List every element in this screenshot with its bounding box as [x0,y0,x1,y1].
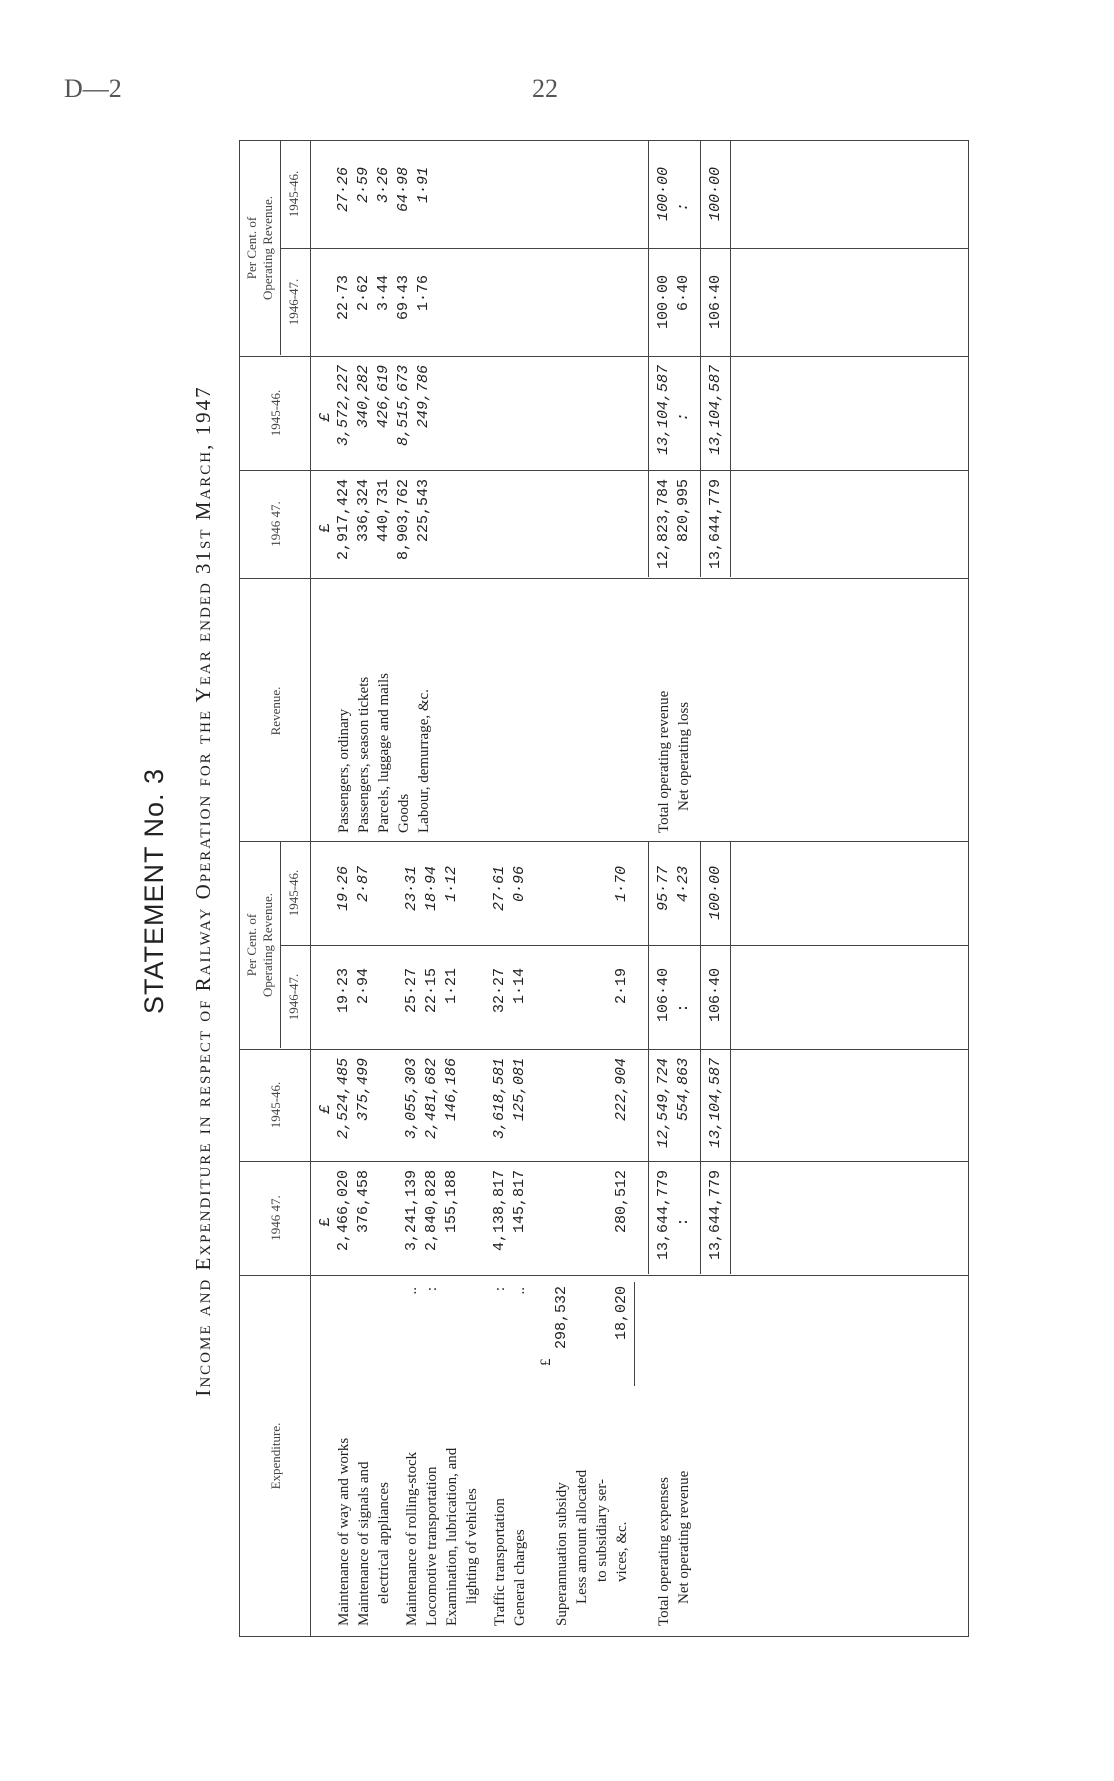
rev-value-1945: 426,619 [375,364,392,428]
exp-pct-col-1945: 1945-46. [286,869,301,916]
rev-total-pct-1945: 100·00 [655,166,672,221]
superannuation-less-label: Less amount allocated [574,1469,590,1604]
exp-value-1946: 3,241,139 [403,1169,420,1251]
exp-pct-1945: 1·12 [443,865,460,902]
rev-grand-pct-1945: 100·00 [707,166,724,221]
rev-value-1946: 2,917,424 [335,478,352,560]
currency-symbol: £ [317,523,334,533]
superannuation-amount: 298,532 [553,1285,570,1349]
exp-pct-1945: 2·87 [355,865,372,902]
exp-value-1945: 375,499 [355,1057,372,1121]
rev-pct-1946: 3·44 [375,274,392,311]
superannuation-label: Superannuation subsidy [554,1481,570,1626]
rev-value-1946: 336,324 [355,478,372,542]
exp-grand-pct-1946: 106·40 [707,967,724,1022]
exp-value-1945: 125,081 [511,1057,528,1121]
rev-pct-1945: 64·98 [395,166,412,212]
grand-total-rule [730,141,731,577]
divider [280,248,968,249]
rev-pct-1946: 2·62 [355,274,372,311]
rev-pct-1945: 27·26 [335,166,352,212]
exp-pct-1946: 25·27 [403,967,420,1013]
divider [240,1275,968,1276]
exp-row-label: Maintenance of signals and [356,1460,372,1626]
exp-pct-1946: 22·15 [423,967,440,1013]
rev-total-pct-1946: 100·00 [655,274,672,329]
statement-title: STATEMENT No. 3 [139,767,169,1014]
rev-pct-1946: 1·76 [415,274,432,311]
exp-grand-1945: 13,104,587 [707,1057,724,1148]
rev-pct-header-2: Operating Revenue. [260,195,275,300]
net-loss-label: Net operating loss [676,701,692,811]
exp-total-1946: 13,644,779 [655,1169,672,1260]
rev-grand-1946: 13,644,779 [707,478,724,569]
rev-value-1946: 225,543 [415,478,432,542]
exp-pct-1945: 0·96 [511,865,528,902]
currency-symbol: £ [538,1358,554,1366]
exp-pct-1945: 1·70 [613,865,630,902]
exp-value-1945: 3,618,581 [491,1057,508,1139]
exp-value-1946: 280,512 [613,1169,630,1233]
exp-value-1946: 4,138,817 [491,1169,508,1251]
leader-dots: .. [404,1286,420,1294]
exp-value-1945: 2,481,682 [423,1057,440,1139]
rev-pct-col-1946: 1946-47. [286,278,301,325]
rev-value-1946: 440,731 [375,478,392,542]
pct-header-rule [280,842,281,1048]
exp-pct-1945: 18·94 [423,865,440,911]
rev-value-1945: 3,572,227 [335,364,352,446]
superannuation-less-label-cont: to subsidiary ser- [594,1478,610,1582]
exp-pct-1945: 19·26 [335,865,352,911]
exp-pct-1946: 1·14 [511,967,528,1004]
divider [240,1161,968,1162]
rev-pct-1946: 69·43 [395,274,412,320]
rev-col-1946: 1946 47. [268,500,283,547]
grand-total-rule [700,141,701,577]
exp-row-label: Maintenance of rolling-stock .. [404,1286,420,1626]
rev-grand-1945: 13,104,587 [707,364,724,455]
rev-net-pct-1946: 6·40 [675,274,692,311]
exp-pct-1946: 1·21 [443,967,460,1004]
statement-subtitle: Income and Expenditure in respect of Railway Operation for the Year ended 31st March, 1947 [191,384,215,1397]
exp-value-1945: 222,904 [613,1057,630,1121]
rev-pct-1946: 22·73 [335,274,352,320]
exp-net-pct-1946: : [675,1003,692,1013]
rev-row-label: Parcels, luggage and mails [376,672,392,833]
rev-net-1946: 820,995 [675,478,692,542]
rev-value-1946: 8,903,762 [395,478,412,560]
currency-symbol: £ [317,1104,334,1114]
exp-total-pct-1946: 106·40 [655,967,672,1022]
currency-symbol: £ [317,412,334,422]
exp-row-label-cont: lighting of vehicles [464,1487,480,1604]
exp-grand-1946: 13,644,779 [707,1169,724,1260]
exp-grand-pct-1945: 100·00 [707,865,724,920]
exp-total-pct-1945: 95·77 [655,865,672,911]
exp-value-1946: 2,466,020 [335,1169,352,1251]
grand-total-rule [700,842,701,1274]
leader-dots: : [492,1286,508,1291]
rev-col-1945: 1945-46. [268,389,283,436]
exp-pct-header-2: Operating Revenue. [260,892,275,997]
divider [280,945,968,946]
leader-dots: : [424,1286,440,1291]
currency-symbol: £ [317,1217,334,1227]
exp-total-1945: 12,549,724 [655,1057,672,1148]
rev-total-1946: 12,823,784 [655,478,672,569]
subtotal-rule [634,1282,635,1386]
exp-row-label: Locomotive transportation : [424,1286,440,1626]
exp-pct-1946: 19·23 [335,967,352,1013]
exp-pct-1945: 23·31 [403,865,420,911]
header-rule [310,842,311,1636]
exp-net-1945: 554,863 [675,1057,692,1121]
net-revenue-label: Net operating revenue [676,1470,692,1604]
exp-value-1946: 145,817 [511,1169,528,1233]
revenue-table [239,140,969,843]
rev-row-label: Passengers, ordinary [336,708,352,833]
rev-pct-1945: 3·26 [375,166,392,203]
exp-row-label-cont: electrical appliances [376,1481,392,1604]
exp-row-label: Traffic transportation : [492,1286,508,1626]
revenue-header: Revenue. [268,686,283,735]
rev-value-1945: 8,515,673 [395,364,412,446]
rev-net-pct-1945: : [675,202,692,212]
total-expenses-label: Total operating expenses [656,1476,672,1626]
total-rule [648,141,649,577]
exp-row-label: Maintenance of way and works [336,1437,352,1626]
divider [240,1049,968,1050]
exp-value-1946: 2,840,828 [423,1169,440,1251]
leader-dots: .. [512,1286,528,1294]
superannuation-less-amount: 18,020 [613,1285,630,1340]
exp-pct-header-1: Per Cent. of [244,913,259,976]
exp-pct-1945: 27·61 [491,865,508,911]
exp-value-1946: 155,188 [443,1169,460,1233]
exp-pct-1946: 2·94 [355,967,372,1004]
rev-total-1945: 13,104,587 [655,364,672,455]
exp-net-pct-1945: 4·23 [675,865,692,902]
divider [240,470,968,471]
rev-pct-col-1945: 1945-46. [286,170,301,217]
exp-value-1945: 146,186 [443,1057,460,1121]
exp-value-1945: 2,524,485 [335,1057,352,1139]
header-rule [310,141,311,843]
divider [240,578,968,579]
total-rule [648,842,649,1274]
grand-total-rule [730,842,731,1274]
rev-pct-header-1: Per Cent. of [244,216,259,279]
exp-col-1945: 1945-46. [268,1081,283,1128]
rev-value-1945: 249,786 [415,364,432,428]
exp-pct-1946: 2·19 [613,967,630,1004]
exp-pct-1946: 32·27 [491,967,508,1013]
page-number: 22 [532,74,558,103]
expenditure-table [239,841,969,1637]
exp-row-label: General charges .. [512,1286,528,1626]
rev-pct-1945: 1·91 [415,166,432,203]
rev-row-label: Goods [396,793,412,833]
divider [240,356,968,357]
rotated-statement [107,111,1007,1671]
pct-header-rule [280,141,281,355]
exp-value-1945: 3,055,303 [403,1057,420,1139]
rev-row-label: Passengers, season tickets [356,676,372,833]
exp-net-1946: : [675,1217,692,1227]
rev-grand-pct-1946: 106·40 [707,274,724,329]
exp-row-label: Examination, lubrication, and [444,1447,460,1626]
total-revenue-label: Total operating revenue [656,690,672,833]
rev-value-1945: 340,282 [355,364,372,428]
exp-col-1946: 1946 47. [268,1194,283,1241]
rev-row-label: Labour, demurrage, &c. [416,688,432,833]
rev-net-1945: : [675,412,692,422]
rev-pct-1945: 2·59 [355,166,372,203]
superannuation-less-label-cont: vices, &c. [614,1521,630,1582]
page-reference: D—2 [64,74,122,103]
exp-value-1946: 376,458 [355,1169,372,1233]
exp-pct-col-1946: 1946-47. [286,973,301,1020]
expenditure-header: Expenditure. [268,1422,283,1489]
